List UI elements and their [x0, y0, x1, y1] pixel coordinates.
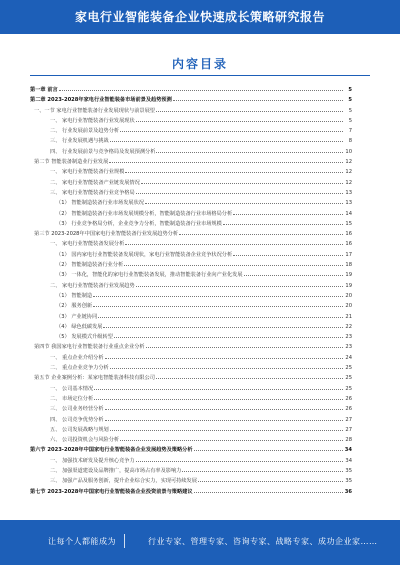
toc-entry-label: 第七节 2023-2028年中国家电行业智能装备企业投资前景与策略建议 [30, 488, 193, 495]
toc-entry-label: 第五节 企业案例分析：某家电智能装备科技有限公司 [34, 375, 155, 382]
toc-entry-page: 20 [345, 292, 352, 299]
toc-leader-dots [156, 372, 343, 379]
toc-entry-label: 四、 行业发展前景与竞争格局及发展预测分析 [50, 148, 156, 155]
toc-leader-dots [125, 166, 343, 173]
toc-leader-dots [125, 238, 343, 245]
toc-entry[interactable] [30, 218, 352, 228]
footer-bar [0, 520, 400, 565]
toc-leader-dots [94, 393, 343, 400]
toc-entry-page: 23 [345, 334, 352, 341]
toc-entry-label: 一、 加强技术研发及提升核心竞争力 [50, 457, 135, 464]
toc-leader-dots [173, 94, 343, 101]
toc-entry[interactable] [30, 280, 352, 290]
toc-entry-label: （5） 发展模式升级转型 [56, 334, 113, 341]
toc-entry-label: 一、 家电行业智能装备发展分析 [50, 241, 125, 248]
toc-entry[interactable] [30, 465, 352, 475]
toc-leader-dots [233, 249, 343, 256]
toc-leader-dots [105, 352, 343, 359]
toc-entry-page: 20 [345, 303, 352, 310]
toc-entry[interactable] [30, 125, 352, 135]
toc-entry[interactable] [30, 341, 352, 351]
toc-entry-label: 六、 公司投资机会与风险分析 [50, 437, 120, 444]
toc-entry[interactable] [30, 156, 352, 166]
toc-entry[interactable] [30, 455, 352, 465]
report-header-bar [0, 0, 400, 34]
report-title: 家电行业智能装备企业快速成长策略研究报告 [74, 10, 325, 24]
toc-leader-dots [223, 218, 343, 225]
toc-entry-page: 26 [345, 406, 352, 413]
toc-entry-page: 34 [345, 457, 352, 464]
toc-entry[interactable] [30, 208, 352, 218]
toc-entry-label: 二、 重点企业竞争力分析 [50, 365, 109, 372]
toc-entry[interactable] [30, 352, 352, 362]
toc-leader-dots [141, 177, 343, 184]
toc-leader-dots [93, 300, 343, 307]
toc-leader-dots [136, 455, 343, 462]
toc-entry-page: 12 [345, 159, 352, 166]
toc-entry-label: 第二章 2023-2028年家电行业智能装备市场前景及趋势预测 [30, 97, 172, 104]
footer-slogan-right: 行业专家、管理专家、咨询专家、战略专家、成功企业家…… [148, 537, 378, 546]
toc-entry-page: 10 [345, 148, 352, 155]
toc-leader-dots [198, 475, 343, 482]
toc-entry-label: 三、 行业发展机遇与挑战 [50, 138, 109, 145]
toc-entry[interactable] [30, 146, 352, 156]
toc-entry-label: （2） 服务创新 [56, 303, 93, 310]
toc-leader-dots [59, 84, 343, 91]
toc-entry-page: 14 [345, 210, 352, 217]
toc-entry[interactable] [30, 166, 352, 176]
toc-entry-page: 27 [345, 426, 352, 433]
toc-entry[interactable] [30, 300, 352, 310]
toc-entry-page: 8 [348, 138, 352, 145]
toc-entry-label: 三、 公司业务经营分析 [50, 406, 104, 413]
toc-entry[interactable] [30, 177, 352, 187]
toc-entry-page: 13 [345, 200, 352, 207]
toc-entry-page: 36 [344, 488, 352, 495]
toc-leader-dots [98, 311, 343, 318]
toc-entry-page: 19 [345, 272, 352, 279]
footer-slogan-left: 让每个人都能成为 [48, 537, 116, 546]
toc-entry-page: 28 [345, 437, 352, 444]
toc-entry[interactable] [30, 414, 352, 424]
toc-leader-dots [124, 259, 343, 266]
toc-entry[interactable] [30, 321, 352, 331]
toc-entry-label: （1） 国内家电行业智能装备发展现状，家电行业智能装备企业竞争状况分析 [56, 251, 233, 258]
toc-entry[interactable] [30, 105, 352, 115]
toc-leader-dots [136, 115, 343, 122]
toc-entry-page: 25 [345, 365, 352, 372]
toc-entry-label: 一、 家电行业智能装备行业发展现状 [50, 117, 135, 124]
toc-entry-page: 25 [345, 375, 352, 382]
toc-entry-page: 5 [348, 87, 352, 93]
toc-leader-dots [156, 146, 343, 153]
toc-leader-dots [120, 434, 343, 441]
toc-entry-label: 二、 家电行业智能装备产业链发展情况 [50, 179, 140, 186]
toc-leader-dots [146, 341, 343, 348]
toc-leader-dots [110, 424, 343, 431]
toc-entry-page: 22 [345, 323, 352, 330]
toc-entry-label: （2） 智能制造装备行业分析 [56, 262, 124, 269]
toc-entry[interactable] [30, 187, 352, 197]
toc-entry-page: 13 [345, 189, 352, 196]
toc-entry-label: 一、一节 家电行业智能装备行业发展现状与前景展望 [34, 107, 155, 114]
toc-entry[interactable] [30, 228, 352, 238]
toc-entry[interactable] [30, 362, 352, 372]
toc-entry[interactable] [30, 269, 352, 279]
toc-entry-label: 第二节 智能装备制造业行业发展 [34, 159, 109, 166]
toc-entry[interactable] [30, 311, 352, 321]
toc-leader-dots [110, 362, 343, 369]
toc-leader-dots [136, 187, 343, 194]
toc-entry[interactable] [30, 372, 352, 382]
toc-entry[interactable] [30, 475, 352, 485]
toc-entry-label: 一、 家电行业智能装备行业规模 [50, 169, 125, 176]
toc-entry-label: （4） 绿色低碳发展 [56, 323, 103, 330]
toc-leader-dots [105, 414, 343, 421]
toc-entry[interactable] [30, 424, 352, 434]
toc-leader-dots [103, 321, 343, 328]
toc-entry-page: 15 [345, 220, 352, 227]
toc-entry-page: 24 [345, 354, 352, 361]
toc-entry-label: 三、 家电行业智能装备行业竞争格局 [50, 189, 135, 196]
toc-leader-dots [94, 383, 343, 390]
toc-entry-page: 21 [345, 313, 352, 320]
toc-entry-label: 二、 加强渠道建设及品牌推广，提高市场占有率及影响力 [50, 467, 182, 474]
toc-leader-dots [109, 156, 343, 163]
toc-entry-page: 17 [345, 251, 352, 258]
toc-entry-page: 34 [344, 447, 352, 454]
toc-entry[interactable] [30, 115, 352, 125]
toc-leader-dots [110, 135, 343, 142]
toc-entry-page: 23 [345, 344, 352, 351]
toc-entry-page: 35 [345, 467, 352, 474]
toc-entry-label: 第一章 前言 [30, 87, 58, 93]
toc-entry-label: 第三节 2023-2028年中国家电行业智能装备行业发展趋势分析 [34, 231, 179, 238]
toc-entry-label: 第六节 2023-2028年中国家电行业智能装备企业发展趋势及策略分析 [30, 447, 193, 454]
toc-entry[interactable] [30, 486, 352, 496]
toc-leader-dots [179, 228, 343, 235]
toc-entry-page: 19 [345, 282, 352, 289]
toc-entry-label: 二、 行业发展前景及趋势分析 [50, 128, 120, 135]
toc-leader-dots [136, 280, 343, 287]
toc-leader-dots [194, 486, 343, 493]
toc-entry[interactable] [30, 383, 352, 393]
toc-entry-label: 第四节 我国家电行业智能装备行业重点企业分析 [34, 344, 145, 351]
toc-entry[interactable] [30, 444, 352, 454]
toc-entry-label: 五、 公司发展战略与规划 [50, 426, 109, 433]
toc-entry[interactable] [30, 403, 352, 413]
toc-entry-label: （1） 智能制造装备行业市场发展状况 [56, 200, 144, 207]
footer-separator [124, 534, 125, 548]
toc-entry-page: 26 [345, 395, 352, 402]
toc-entry-label: 三、 加强产品及服务创新，提升企业综合实力，实现可持续发展 [50, 478, 197, 485]
table-of-contents [30, 84, 352, 496]
toc-entry-page: 18 [345, 262, 352, 269]
toc-entry-label: 一、 重点企业介绍分析 [50, 354, 104, 361]
toc-entry[interactable] [30, 249, 352, 259]
toc-heading: 内容目录 [171, 57, 228, 71]
toc-entry-page: 27 [345, 416, 352, 423]
toc-leader-dots [244, 269, 343, 276]
toc-leader-dots [194, 444, 343, 451]
toc-entry[interactable] [30, 197, 352, 207]
toc-entry-page: 12 [345, 169, 352, 176]
toc-entry-page: 5 [348, 117, 352, 124]
toc-entry[interactable] [30, 238, 352, 248]
toc-entry-page: 5 [348, 107, 352, 114]
toc-entry-label: （3） 一体化，智能化的家电行业智能装备发展，推动智能装备行业向产业化发展 [56, 272, 243, 279]
toc-entry-label: 二、 家电行业智能装备行业发展趋势 [50, 282, 135, 289]
toc-entry-label: （3） 行业竞争格局分析，企业竞争力分析，智能制造装备行业市场规模 [56, 220, 222, 227]
toc-entry[interactable] [30, 290, 352, 300]
toc-leader-dots [93, 290, 343, 297]
toc-entry[interactable] [30, 434, 352, 444]
toc-entry-page: 5 [348, 97, 352, 104]
toc-leader-dots [114, 331, 343, 338]
toc-leader-dots [145, 197, 343, 204]
toc-entry-label: 四、 公司竞争优势分析 [50, 416, 104, 423]
toc-entry-label: （1） 智能制造 [56, 292, 93, 299]
toc-entry-page: 12 [345, 179, 352, 186]
toc-divider [30, 75, 370, 76]
toc-entry[interactable] [30, 331, 352, 341]
toc-entry-label: （3） 产业链协同 [56, 313, 98, 320]
toc-entry-page: 16 [345, 231, 352, 238]
toc-entry[interactable] [30, 393, 352, 403]
toc-entry-page: 25 [345, 385, 352, 392]
toc-entry[interactable] [30, 84, 352, 94]
toc-leader-dots [105, 403, 343, 410]
toc-leader-dots [156, 105, 343, 112]
toc-entry[interactable] [30, 94, 352, 104]
toc-leader-dots [120, 125, 343, 132]
toc-entry-label: （2） 智能制造装备行业市场发展规模分析，智能制造装备行业市场格局分析 [56, 210, 233, 217]
toc-leader-dots [182, 465, 343, 472]
toc-entry-label: 一、 公司基本情况 [50, 385, 94, 392]
toc-entry[interactable] [30, 259, 352, 269]
toc-entry-page: 35 [345, 478, 352, 485]
toc-entry-page: 16 [345, 241, 352, 248]
toc-entry-page: 7 [348, 128, 352, 135]
toc-leader-dots [233, 208, 343, 215]
toc-entry[interactable] [30, 135, 352, 145]
toc-entry-label: 二、 市场定位分析 [50, 395, 94, 402]
